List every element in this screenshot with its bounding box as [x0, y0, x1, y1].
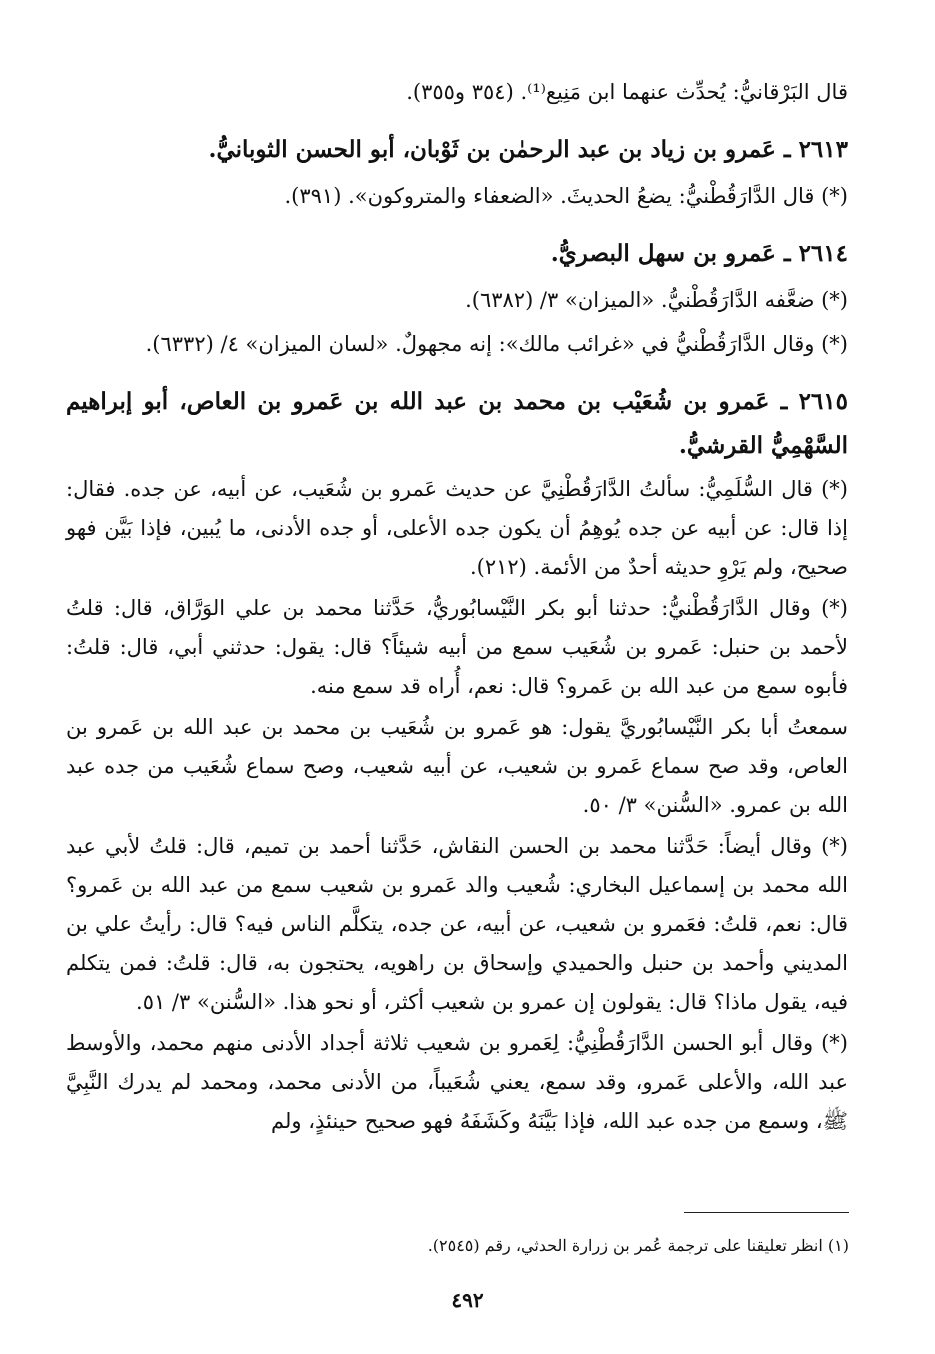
footnote: (١) انظر تعليقنا على ترجمة عُمر بن زرارة الحدثي، رقم (٢٥٤٥). [427, 1236, 849, 1255]
entry-heading-2614: ٢٦١٤ ـ عَمرو بن سهل البصريُّ. [550, 240, 848, 267]
text-line: (*) ضعَّفه الدَّارَقُطْنيُّ. «الميزان» ٣/ (٦٣٨٢). [465, 288, 848, 312]
text-line: (*) قال الدَّارَقُطْنيُّ: يضعُ الحديثَ. «الضعفاء والمتروكون». (٣٩١). [284, 184, 848, 208]
paragraph: (*) قال السُّلَمِيُّ: سألتُ الدَّارَقُطْنِيَّ عن حديث عَمرو بن شُعَيب، عن أبيه، عن جده. فقال: إذا قال: عن أبيه عن جده يُوهِمُ أن يكون جده الأعلى، أو جده الأدنى، ما يُبين، فإذا بَيَّن فهو صحيح، ولم يَرْوِ حديثه أحدٌ من الأئمة. (٢١٢). [66, 477, 848, 579]
page-body [66, 70, 848, 1143]
text-line: (*) وقال الدَّارَقُطْنيُّ في «غرائب مالك»: إنه مجهولٌ. «لسان الميزان» ٤/ (٦٣٣٢). [145, 332, 848, 356]
text-line: قال البَرْقانيُّ: يُحدِّث عنهما ابن مَنِيع⁽¹⁾. (٣٥٤ و٣٥٥). [406, 80, 848, 104]
entry-heading-2613: ٢٦١٣ ـ عَمرو بن زياد بن عبد الرحمٰن بن ثَوْبان، أبو الحسن الثوبانيُّ. [208, 136, 848, 163]
paragraph: سمعتُ أبا بكر النَّيْسابُوريَّ يقول: هو عَمرو بن شُعَيب بن محمد بن عبد الله بن عَمرو بن العاص، وقد صح سماع عَمرو بن شعيب، عن أبيه شعيب، وصح سماع شُعَيب من جده عبد الله بن عمرو. «السُّنن» ٣/ ٥٠. [66, 715, 848, 817]
footnote-separator [684, 1212, 849, 1213]
paragraph: (*) وقال أيضاً: حَدَّثنا محمد بن الحسن النقاش، حَدَّثنا أحمد بن تميم، قال: قلتُ لأبي عبد الله محمد بن إسماعيل البخاري: شُعيب والد عَمرو بن شعيب سمع من عبد الله بن عَمرو؟ قال: نعم، قلتُ: فعَمرو بن شعيب، عن أبيه، عن جده، يتكلَّم الناس فيه؟ قال: رأيتُ علي بن المديني وأحمد بن حنبل والحميدي وإسحاق بن راهويه، يحتجون به، قال: قلتُ: فمن يتكلم فيه، يقول ماذا؟ قال: يقولون إن عمرو بن شعيب أكثر، أو نحو هذا. «السُّنن» ٣/ ٥١. [66, 834, 848, 1014]
entry-heading-2615: ٢٦١٥ ـ عَمرو بن شُعَيْب بن محمد بن عبد الله بن عَمرو بن العاص، أبو إبراهيم السَّهْمِيُّ القرشيُّ. [66, 388, 848, 459]
paragraph: (*) وقال أبو الحسن الدَّارَقُطْنِيُّ: لِعَمرو بن شعيب ثلاثة أجداد الأدنى منهم محمد، والأوسط عبد الله، والأعلى عَمرو، وقد سمع، يعني شُعَيباً، من الأدنى محمد، ومحمد لم يدرك النَّبِيَّ ﷺ، وسمع من جده عبد الله، فإذا بَيَّنَهُ وكَشَفَهُ فهو صحيح حينئذٍ، ولم [66, 1031, 848, 1133]
page-number: ٤٩٢ [451, 1288, 484, 1312]
paragraph: (*) وقال الدَّارَقُطْنيُّ: حدثنا أبو بكر النَّيْسابُوريُّ، حَدَّثنا محمد بن علي الوَرَّاق، قال: قلتُ لأحمد بن حنبل: عَمرو بن شُعَيب سمع من أبيه شيئاً؟ قال: يقول: حدثني أبي، قال: قلتُ: فأبوه سمع من عبد الله بن عَمرو؟ قال: نعم، أُراه قد سمع منه. [66, 596, 848, 698]
